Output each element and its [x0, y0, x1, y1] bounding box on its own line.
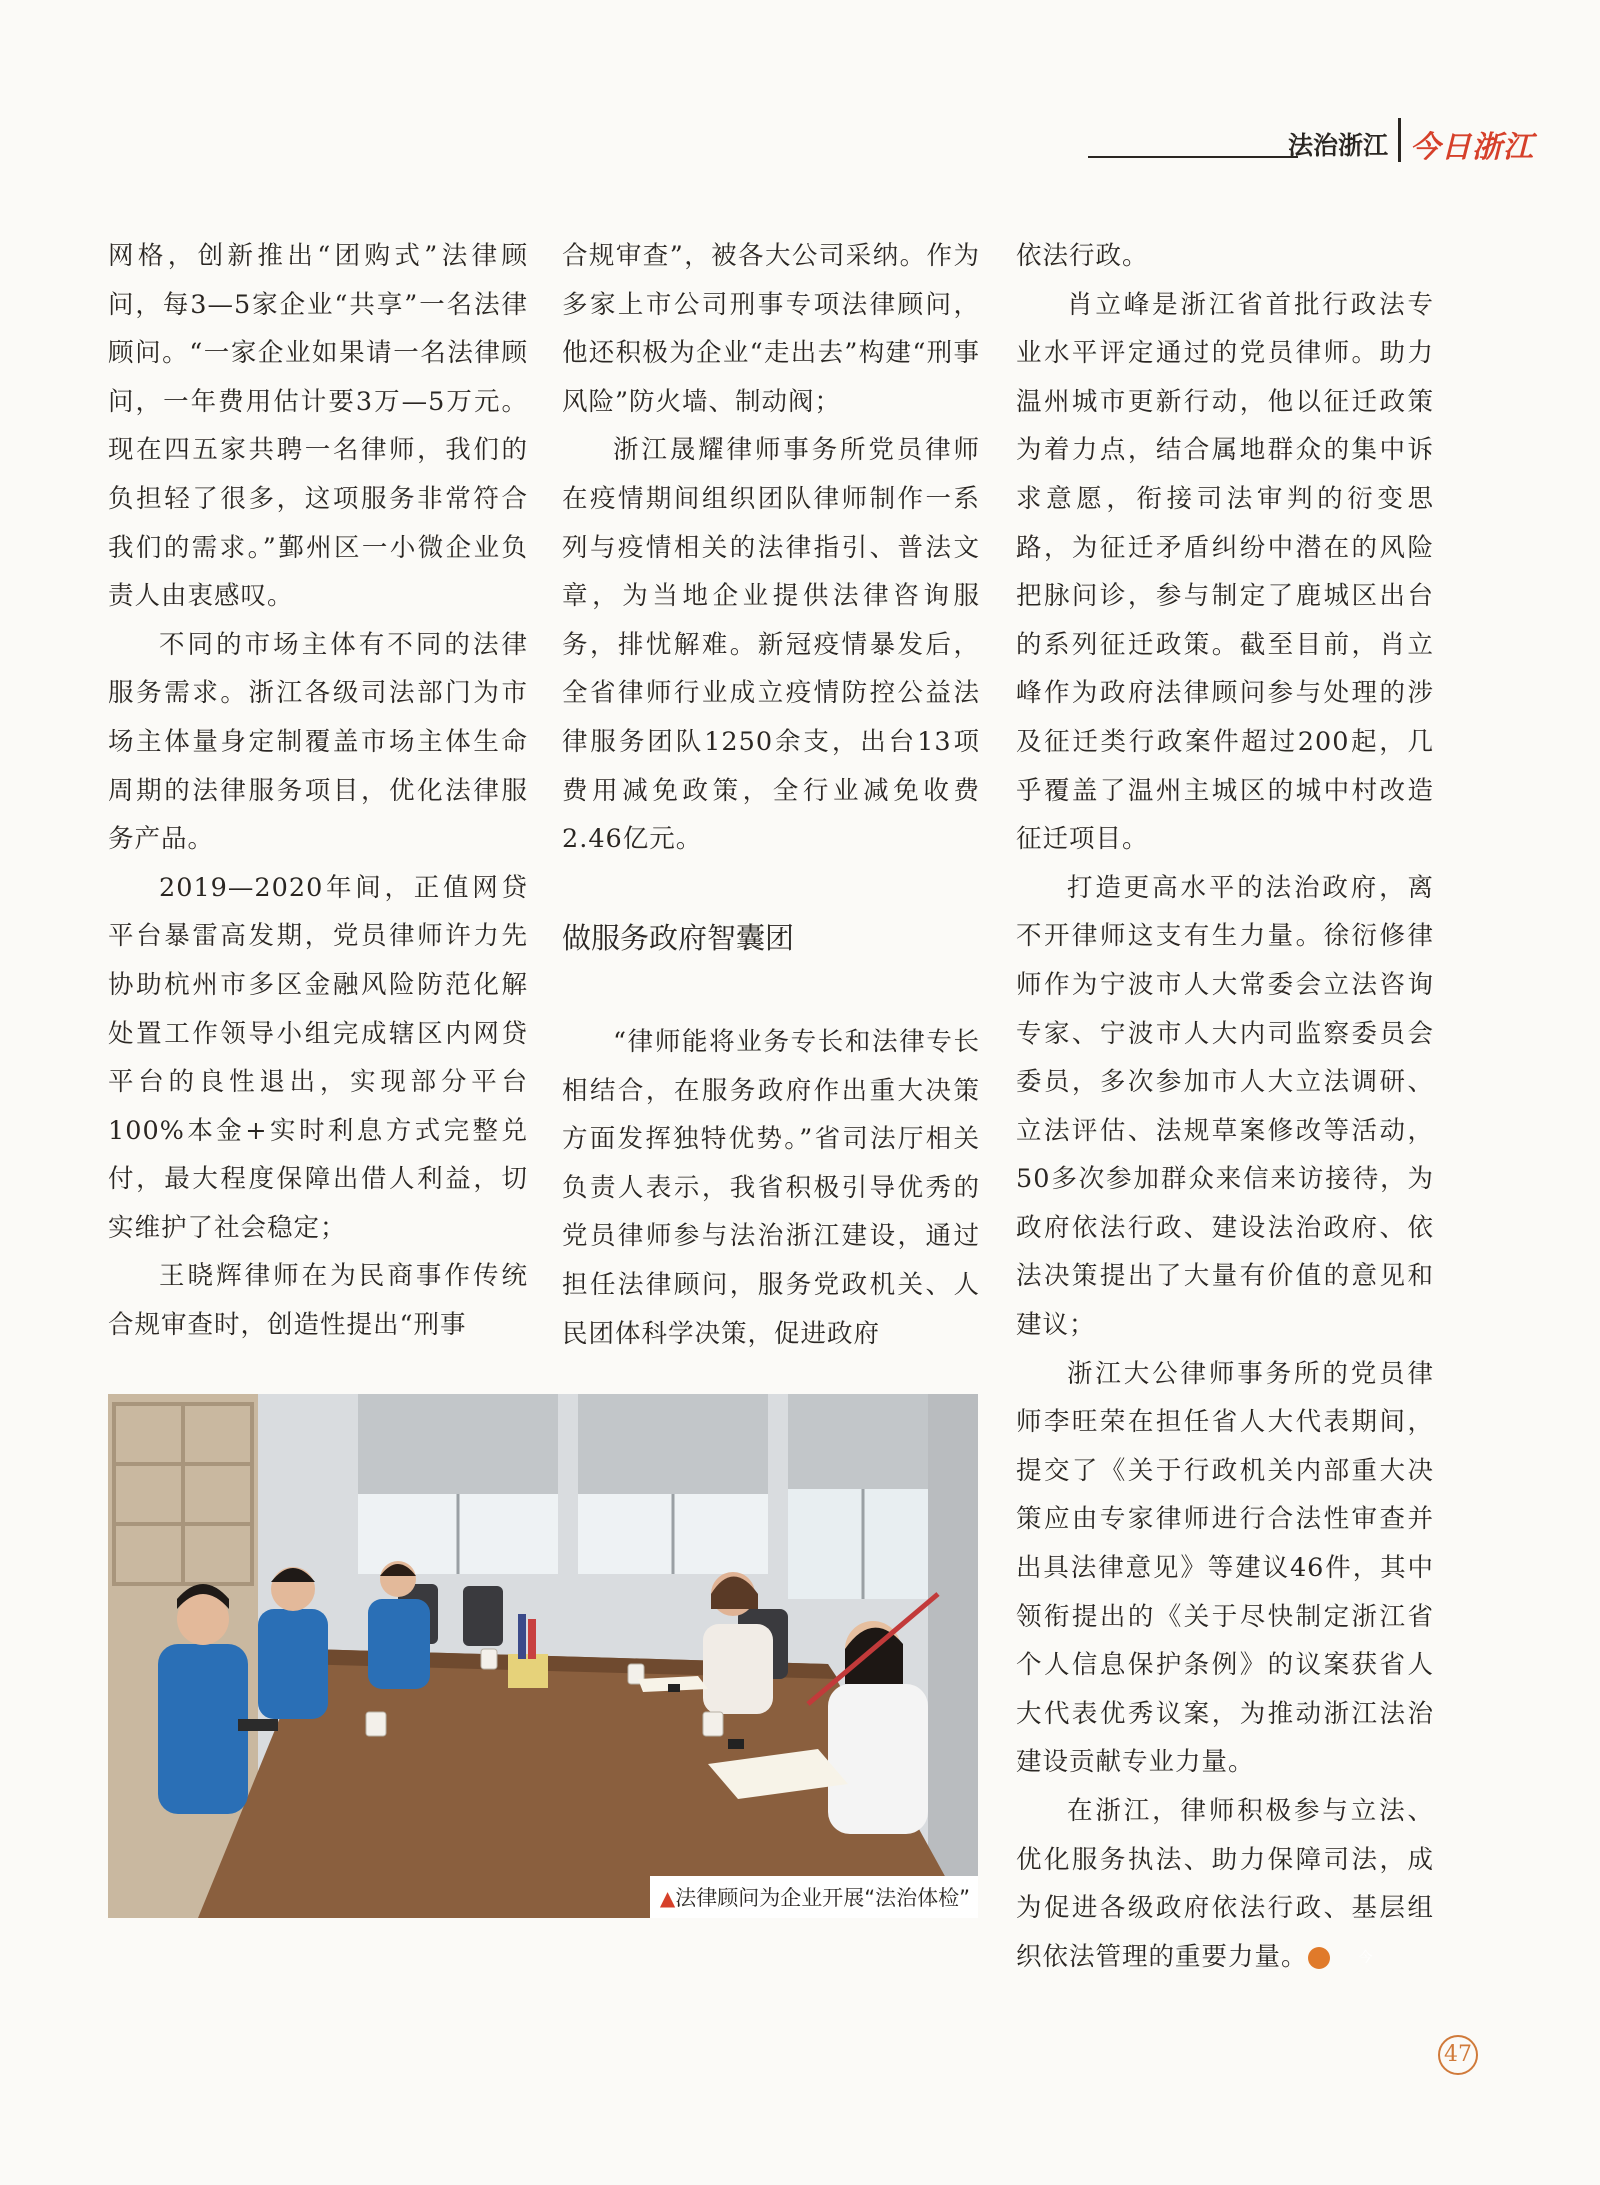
page-number: 47 [1438, 2035, 1478, 2075]
magazine-logo: 今日浙江 [1410, 130, 1534, 165]
paragraph: 依法行政。 [1016, 241, 1149, 271]
paragraph-text: 在浙江，律师积极参与立法、优化服务执法、助力保障司法，成为促进各级政府依法行政、基层组织依法管理的重要力量。 [1016, 1796, 1434, 1972]
photo-caption [650, 1876, 978, 1918]
section-title: 法治浙江 [1287, 131, 1388, 160]
column-1 [108, 232, 528, 1350]
paragraph: 肖立峰是浙江省首批行政法专业水平评定通过的党员律师。助力温州城市更新行动，他以征迁政策为着力点，结合属地群众的集中诉求意愿，衔接司法审判的衍变思路，为征迁矛盾纠纷中潜在的风险把脉问诊，参与制定了鹿城区出台的系列征迁政策。截至目前，肖立峰作为政府法律顾问参与处理的涉及征迁类行政案件超过200起，几乎覆盖了温州主城区的城中村改造征迁项目。 [1016, 289, 1434, 855]
column-2 [562, 232, 980, 864]
running-header [1088, 122, 1534, 166]
column-3 [1016, 232, 1434, 1981]
paragraph: 浙江大公律师事务所的党员律师李旺荣在担任省人大代表期间，提交了《关于行政机关内部重大决策应由专家律师进行合法性审查并出具法律意见》等建议46件，其中领衔提出的《关于尽快制定浙江省个人信息保护条例》的议案获省人大代表优秀议案，为推动浙江法治建设贡献专业力量。 [1016, 1358, 1434, 1778]
meeting-photo [108, 1394, 978, 1918]
paragraph: 打造更高水平的法治政府，离不开律师这支有生力量。徐衍修律师作为宁波市人大常委会立法咨询专家、宁波市人大内司监察委员会委员，多次参加市人大立法调研、立法评估、法规草案修改等活动，50多次参加群众来信来访接待，为政府依法行政、建设法治政府、依法决策提出了大量有价值的意见和建议； [1016, 872, 1434, 1341]
paragraph: 王晓辉律师在为民商事作传统合规审查时，创造性提出“刑事 [108, 1261, 528, 1341]
caption-triangle-icon: ▲ [659, 1886, 676, 1910]
paragraph: “律师能将业务专长和法律专长相结合，在服务政府作出重大决策方面发挥独特优势。”省司法厅相关负责人表示，我省积极引导优秀的党员律师参与法治浙江建设，通过担任法律顾问，服务党政机关、人民团体科学决策，促进政府 [562, 1027, 980, 1349]
paragraph: 2019—2020年间，正值网贷平台暴雷高发期，党员律师许力先协助杭州市多区金融风险防范化解处置工作领导小组完成辖区内网贷平台的良性退出，实现部分平台100%本金+实时利息方式完整兑付，最大程度保障出借人利益，切实维护了社会稳定； [108, 872, 528, 1243]
column-2-continued [562, 1018, 980, 1358]
paragraph: 合规审查”，被各大公司采纳。作为多家上市公司刑事专项法律顾问，他还积极为企业“走出去”构建“刑事风险”防火墙、制动阀； [562, 241, 980, 417]
paragraph-final [1016, 1787, 1434, 1981]
meeting-illustration [108, 1394, 978, 1918]
end-mark-icon: 今 [1308, 1947, 1330, 1969]
header-divider [1398, 118, 1401, 162]
paragraph: 不同的市场主体有不同的法律服务需求。浙江各级司法部门为市场主体量身定制覆盖市场主体生命周期的法律服务项目，优化法律服务产品。 [108, 629, 528, 855]
paragraph: 浙江晟耀律师事务所党员律师在疫情期间组织团队律师制作一系列与疫情相关的法律指引、普法文章，为当地企业提供法律咨询服务，排忧解难。新冠疫情暴发后，全省律师行业成立疫情防控公益法律服务团队1250余支，出台13项费用减免政策，全行业减免收费2.46亿元。 [562, 435, 980, 855]
section-subheading: 做服务政府智囊团 [562, 921, 795, 955]
caption-text: 法律顾问为企业开展“法治体检” [675, 1886, 970, 1910]
paragraph: 网格，创新推出“团购式”法律顾问，每3—5家企业“共享”一名法律顾问。“一家企业如果请一名法律顾问，一年费用估计要3万—5万元。现在四五家共聘一名律师，我们的负担轻了很多，这项服务非常符合我们的需求。”鄞州区一小微企业负责人由衷感叹。 [108, 241, 528, 612]
